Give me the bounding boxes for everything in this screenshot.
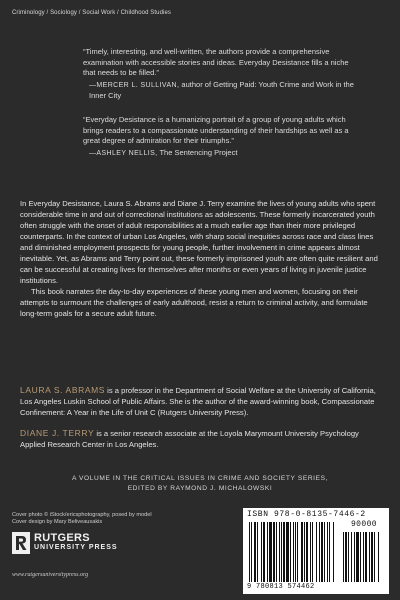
addon-barcode — [343, 532, 385, 582]
endorsements — [83, 47, 358, 159]
barcode-bar — [297, 522, 298, 582]
series-editor: EDITED BY RAYMOND J. MICHALOWSKI — [127, 485, 273, 492]
barcode-bar — [343, 532, 344, 582]
barcode-bar — [295, 522, 296, 582]
barcode-bar — [290, 522, 291, 582]
quote-text: “Everyday Desistance is a humanizing portrait of a group of young adults which brings readers to a compassionate understanding of their hardships as well as a great degree of admiration for their triumphs.” — [83, 114, 349, 146]
author-bio-text: is a senior research associate at the Loyola Marymount University Psychology Applied Research Center in Los Angeles. — [20, 429, 359, 449]
barcode-bar — [354, 532, 355, 582]
barcode-bar — [363, 532, 364, 582]
barcode-bar — [348, 532, 349, 582]
isbn-label: ISBN 978-0-8135-7446-2 — [247, 510, 366, 519]
barcode-bar — [269, 522, 272, 582]
barcode-bar — [267, 522, 268, 582]
barcode-bar — [321, 522, 323, 582]
barcode-bar — [249, 522, 250, 582]
category-line: Criminology / Sociology / Social Work / Childhood Studies — [12, 10, 171, 16]
barcode-bar — [312, 522, 313, 582]
barcode-bar — [356, 532, 359, 582]
barcode-bar — [310, 522, 311, 582]
barcode-bar — [283, 522, 285, 582]
quote-source: author of Getting Paid: Youth Crime and Work in the Inner City — [89, 79, 354, 101]
book-description — [20, 198, 380, 319]
barcode-bar — [351, 532, 352, 582]
publisher-subname: UNIVERSITY PRESS — [34, 544, 118, 551]
publisher-logo — [12, 532, 118, 554]
author-name: LAURA S. ABRAMS — [20, 385, 106, 395]
barcode-bar — [281, 522, 282, 582]
author-bios — [20, 385, 380, 450]
barcode-bar — [333, 522, 334, 582]
barcode-bar — [251, 522, 252, 582]
quote-text: “Timely, interesting, and well-written, the authors provide a comprehensive examination with accessible stories and ideas. Everyday Desistance fills a niche that needs to be filled.” — [83, 47, 349, 78]
barcode-bar — [374, 532, 375, 582]
barcode-bar — [345, 532, 347, 582]
barcode-bar — [365, 532, 367, 582]
barcode-bar — [261, 522, 262, 582]
barcode-bar — [316, 522, 317, 582]
barcode-bar — [369, 532, 370, 582]
publisher-url[interactable]: www.rutgersuniversitypress.org — [12, 572, 89, 578]
barcode-bar — [286, 522, 289, 582]
barcode-bar — [371, 532, 373, 582]
isbn-barcode-panel — [243, 508, 389, 594]
barcode-bar — [360, 532, 361, 582]
photo-credit: Cover photo © iStock/ericsphotography, posed by model — [12, 512, 152, 518]
quote-attribution — [83, 80, 358, 102]
quote-author: —MERCER L. SULLIVAN, — [89, 81, 180, 89]
series-line: A VOLUME IN THE CRITICAL ISSUES IN CRIME AND SOCIETY SERIES, — [71, 475, 329, 482]
quote-source: The Sentencing Project — [157, 147, 238, 157]
ean-barcode — [249, 522, 337, 582]
barcode-bar — [324, 522, 325, 582]
design-credit: Cover design by Mary Beliveausakis — [12, 519, 103, 526]
cover-credits — [12, 512, 152, 527]
series-note — [0, 474, 400, 494]
barcode-bar — [293, 522, 294, 582]
barcode-bar — [306, 522, 308, 582]
barcode-addon-digits: 90000 — [350, 520, 377, 529]
barcode-bar — [257, 522, 258, 582]
barcode-digits: 9 780813 574462 — [247, 583, 315, 591]
barcode-bar — [276, 522, 277, 582]
barcode-bar — [378, 532, 379, 582]
endorsement-quote — [83, 47, 358, 102]
barcode-bar — [327, 522, 328, 582]
barcode-bar — [279, 522, 280, 582]
publisher-mark-icon — [12, 532, 30, 554]
author-name: DIANE J. TERRY — [20, 428, 95, 438]
barcode-bar — [319, 522, 320, 582]
description-paragraph: This book narrates the day-to-day experiences of these young men and women, focusing on their attempts to surmount the challenges of early adulthood, resist a return to criminal activity, and formulate long-term goals for a secure adult future. — [20, 287, 368, 318]
author-bio — [20, 428, 380, 450]
endorsement-quote — [83, 115, 358, 159]
quote-author: —ASHLEY NELLIS, — [89, 149, 158, 157]
description-paragraph: In Everyday Desistance, Laura S. Abrams and Diane J. Terry examine the lives of young adults who spent considerable time in and out of correctional institutions as adolescents. These formerly incarcerated youth often struggle with the onset of adult responsibilities at a much earlier age than their more privileged counterparts. In the context of urban Los Angeles, with sharp social inequities across race and class lines and diminished employment prospects for young people, further involvement in crime appears almost inevitable. Yet, as Abrams and Terry point out, these formerly imprisoned youth are often quite resilient and can be successful at creating lives for themselves after months or even years of living in juvenile justice institutions. — [20, 199, 378, 285]
author-bio — [20, 385, 380, 418]
barcode-bar — [263, 522, 265, 582]
barcode-bar — [301, 522, 303, 582]
quote-attribution — [83, 148, 358, 160]
barcode-bar — [304, 522, 305, 582]
barcode-bar — [273, 522, 275, 582]
author-bio-text: is a professor in the Department of Social Welfare at the University of California, Los Angeles Luskin School of Public Affairs. She is the author of the award-winning book, Compassionate Confinement: A Year in the Life of Unit C (Rutgers University Press). — [20, 386, 376, 417]
publisher-name: RUTGERS — [34, 532, 90, 544]
barcode-bar — [254, 522, 256, 582]
barcode-bar — [329, 522, 330, 582]
